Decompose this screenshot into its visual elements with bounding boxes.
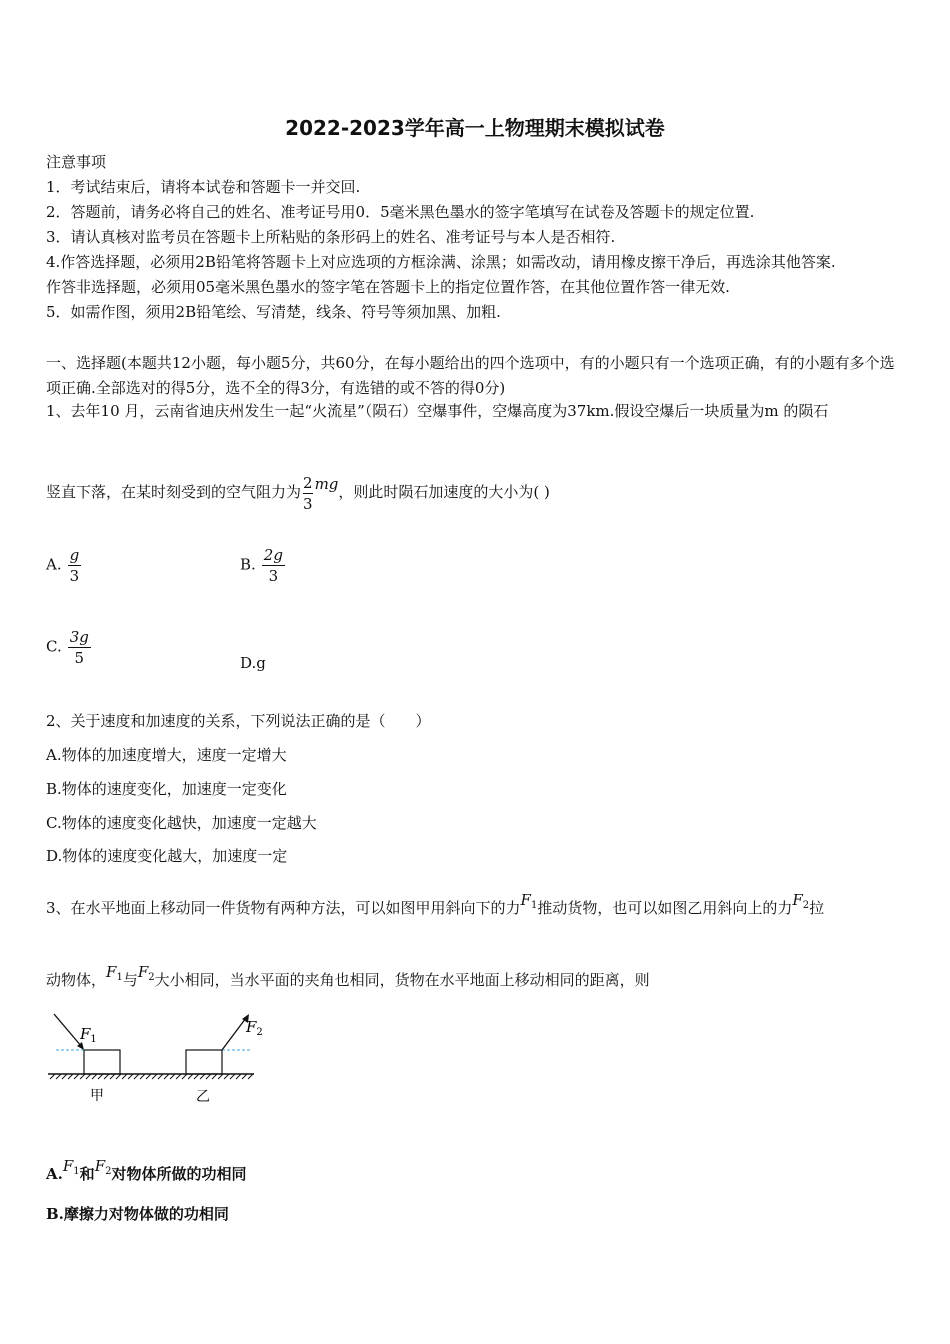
q3-line2-b: 与 <box>122 971 138 989</box>
q1-option-d <box>240 654 266 672</box>
frac-den: 3 <box>268 567 279 585</box>
q1-line2-pre: 竖直下落，在某时刻受到的空气阻力为 <box>46 483 302 501</box>
f-sub: 2 <box>105 1166 112 1177</box>
option-label: B. <box>240 555 256 574</box>
option-label: A. <box>46 1165 63 1183</box>
q1-line1: 1、去年10 月，云南省迪庆州发生一起“火流星”（陨石）空爆事件，空爆高度为37km.假设空爆后一块质量为m 的陨石 <box>46 402 829 420</box>
f-letter: F <box>520 891 531 909</box>
f1-symbol <box>521 891 538 909</box>
notice-item-1: 1．考试结束后，请将本试卷和答题卡一并交回. <box>46 178 361 196</box>
frac-den: 3 <box>303 494 313 513</box>
frac-den: 5 <box>74 649 85 667</box>
notice-item-5: 作答非选择题，必须用05毫米黑色墨水的签字笔在答题卡上的指定位置作答，在其他位置作答一律无效. <box>46 278 730 296</box>
label-yi: 乙 <box>196 1089 210 1105</box>
notice-heading: 注意事项 <box>46 153 107 171</box>
q2-option-c: C.物体的速度变化越快，加速度一定越大 <box>46 814 317 832</box>
q1-line2 <box>46 462 550 514</box>
force-diagram <box>44 1008 264 1108</box>
q3-line2 <box>46 952 650 1000</box>
box-yi <box>186 1050 222 1074</box>
q3-line2-c: 大小相同，当水平面的夹角也相同，货物在水平地面上移动相同的距离，则 <box>154 971 650 989</box>
q3-line1 <box>46 880 824 928</box>
q3-line1-c: 拉 <box>809 899 825 917</box>
frac-num: 2g <box>263 546 283 564</box>
option-label: A. <box>46 555 62 574</box>
q3-option-b: B.摩擦力对物体做的功相同 <box>46 1205 229 1223</box>
q3-line1-a: 3、在水平地面上移动同一件货物有两种方法，可以如图甲用斜向下的力 <box>46 899 521 917</box>
f2-symbol <box>95 1157 112 1175</box>
f-sub: 1 <box>73 1166 80 1177</box>
q3-line2-a: 动物体， <box>46 971 107 989</box>
option-a-fraction <box>68 545 82 586</box>
q1-option-a <box>46 545 81 586</box>
label-f1: $F_1$ <box>80 1025 97 1045</box>
frac-num: 3g <box>69 628 89 646</box>
option-d-text: g <box>256 654 266 672</box>
section-heading: 一、选择题(本题共12小题，每小题5分，共60分，在每小题给出的四个选项中，有的小题只有一个选项正确，有的小题有多个选项正确.全部选对的得5分，选不全的得3分，有选错的或不答的得0分) <box>46 354 895 397</box>
f-letter: F <box>62 1157 74 1175</box>
q1-option-b <box>240 545 285 586</box>
frac-num: g <box>69 546 80 564</box>
notice-item-3: 3．请认真核对监考员在答题卡上所粘贴的条形码上的姓名、准考证号与本人是否相符. <box>46 228 616 246</box>
frac-den: 3 <box>69 567 80 585</box>
q1-fraction <box>301 473 315 514</box>
q1-option-c <box>46 627 91 668</box>
page-title: 2022-2023学年高一上物理期末模拟试卷 <box>285 116 665 140</box>
f1-symbol <box>63 1157 80 1175</box>
option-a-mid: 和 <box>79 1165 95 1183</box>
f-sub: 2 <box>802 900 810 911</box>
f-sub: 2 <box>148 972 155 983</box>
frac-num: 2 <box>303 473 313 492</box>
f-letter: F <box>792 891 803 909</box>
q3-option-a <box>46 1148 247 1192</box>
q1-line2-post: ，则此时陨石加速度的大小为( ) <box>338 483 550 501</box>
f-letter: F <box>137 963 149 981</box>
q2-stem: 2、关于速度和加速度的关系，下列说法正确的是（ ） <box>46 712 431 730</box>
option-c-fraction <box>68 627 91 668</box>
q1-frac-tail: mg <box>314 475 339 493</box>
arrow-f2 <box>222 1018 246 1050</box>
f-letter: F <box>94 1157 106 1175</box>
f-sub: 1 <box>116 972 123 983</box>
f2-symbol <box>138 963 155 981</box>
box-jia <box>84 1050 120 1074</box>
arrow-f1 <box>54 1014 82 1047</box>
f1-symbol <box>106 963 123 981</box>
option-label: D. <box>240 654 257 672</box>
option-b-fraction <box>262 545 285 586</box>
q2-option-d: D.物体的速度变化越大，加速度一定 <box>46 847 288 865</box>
q2-option-b: B.物体的速度变化，加速度一定变化 <box>46 780 287 798</box>
f-sub: 1 <box>530 900 538 911</box>
q2-option-a: A.物体的加速度增大，速度一定增大 <box>46 746 287 764</box>
notice-item-6: 5．如需作图，须用2B铅笔绘、写清楚，线条、符号等须加黑、加粗. <box>46 303 501 321</box>
label-jia: 甲 <box>90 1088 104 1104</box>
option-a-tail: 对物体所做的功相同 <box>111 1165 247 1183</box>
f-letter: F <box>106 963 117 981</box>
f2-symbol <box>792 891 809 909</box>
option-label: C. <box>46 637 62 656</box>
notice-item-4: 4.作答选择题，必须用2B铅笔将答题卡上对应选项的方框涂满、涂黑；如需改动，请用橡皮擦干净后，再选涂其他答案. <box>46 253 836 271</box>
notice-item-2: 2．答题前，请务必将自己的姓名、准考证号用0．5毫米黑色墨水的签字笔填写在试卷及答题卡的规定位置. <box>46 203 755 221</box>
q3-line1-b: 推动货物，也可以如图乙用斜向上的力 <box>537 899 793 917</box>
label-f2: $F_2$ <box>246 1018 263 1038</box>
